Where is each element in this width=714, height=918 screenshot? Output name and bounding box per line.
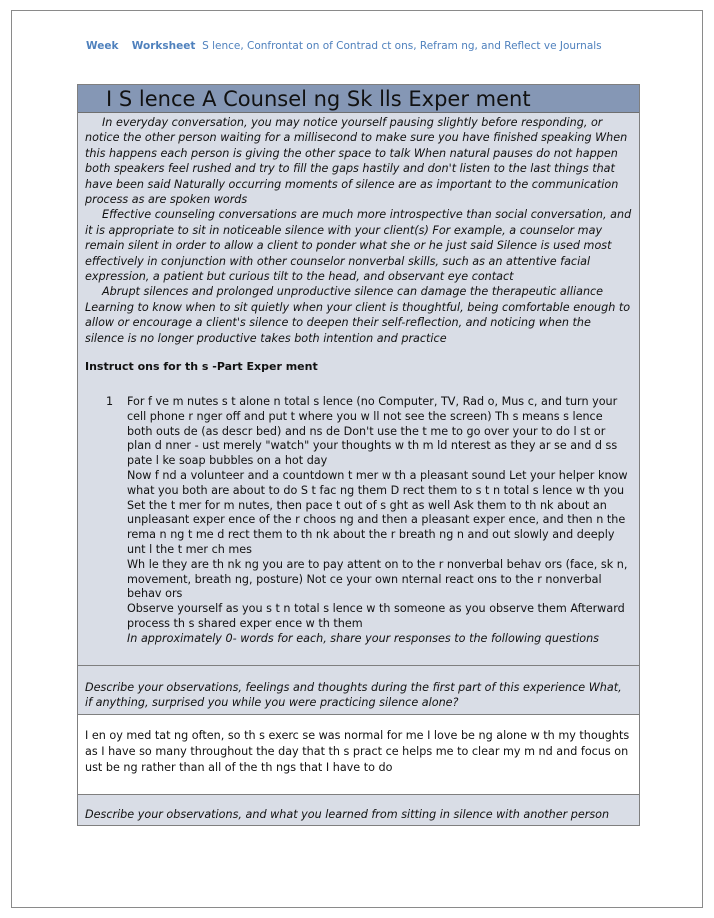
instructions-heading: Instruct ons for th s -Part Exper ment: [85, 360, 318, 374]
instruction-step: [106, 395, 629, 469]
instruction-step: [127, 469, 629, 558]
step-text: Wh le they are th nk ng you are to pay attent on to the r nonverbal behav ors (face, sk n, movement, breath ng, posture) Not ce your own nternal react ons to the r nonverbal behav ors: [127, 557, 628, 601]
header-week: Week: [86, 40, 119, 52]
header-topic: S lence, Confrontat on of Contrad ct ons, Refram ng, and Reflect ve Journals: [202, 40, 602, 52]
header-worksheet: Worksheet: [131, 40, 196, 52]
step-text: Observe yourself as you s t n total s lence w th someone as you observe them Afterward process th s shared exper ence w th them: [127, 602, 625, 631]
intro-paragraph: Abrupt silences and prolonged unproductive silence can damage the therapeutic alliance Learning to know when to sit quietly when your client is thoughtful, being comfortable enough to allow or encourage a client's silence to deepen their self-reflection, and noticing when the silence is no longer productive takes both intention and practice: [85, 285, 631, 345]
intro-section: [78, 113, 639, 346]
instruction-step: [127, 558, 629, 602]
worksheet-table: [77, 84, 640, 826]
step-text: For f ve m nutes s t alone n total s lence (no Computer, TV, Rad o, Mus c, and turn your cell phone r nger off and put t where you w ll not see the screen) Th s means s lence both outs de (as descr bed) and ns de Don't use the t me to go over your to do l st or plan d nner - ust merely "watch" your thoughts w th m ld nterest as they ar se and d ss pate l ke soap bubbles on a hot day: [127, 395, 618, 468]
question-2: Describe your observations, and what you learned from sitting in silence with another person: [85, 808, 610, 821]
intro-paragraph: Effective counseling conversations are much more introspective than social conversation, and it is appropriate to sit in noticeable silence with your client(s) For example, a counselor may remain silent in order to allow a client to ponder what she or he just said Silence is used most effectively in conjunction with other counselor nonverbal skills, such as an attentive facial expression, a patient but curious tilt to the head, and observant eye contact: [85, 208, 632, 284]
instruction-step-final: In approximately 0- words for each, share your responses to the following questions: [127, 631, 599, 645]
instruction-step: [127, 602, 629, 632]
worksheet-title: I S lence A Counsel ng Sk lls Exper ment: [78, 85, 639, 113]
instruction-steps: [78, 395, 639, 647]
answer-1-field[interactable]: I en oy med tat ng often, so th s exerc se was normal for me I love be ng alone w th my thoughts as I have so many throughout the day that th s pract ce helps me to clear my m nd and focus on ust be ng rather than all of the th ngs that I have to do: [78, 714, 639, 795]
step-number: 1: [106, 395, 114, 409]
page-header: [86, 40, 602, 52]
intro-paragraph: In everyday conversation, you may notice yourself pausing slightly before responding, or notice the other person waiting for a millisecond to make sure you have finished speaking When this happens each person is giving the other space to talk When natural pauses do not happen both speakers feel rushed and try to fill the gaps hastily and don't listen to the last things that have been said Naturally occurring moments of silence are as important to the communication process as are spoken words: [85, 116, 628, 207]
question-1: Describe your observations, feelings and thoughts during the first part of this experience What, if anything, surprised you while you were practicing silence alone?: [78, 665, 639, 714]
step-text: Now f nd a volunteer and a countdown t mer w th a pleasant sound Let your helper know what you both are about to do S t fac ng them D rect them to s t n total s lence w th you Set the t mer for m nutes, then pace t out of s ght as well Ask them to th nk about an unpleasant exper ence of the r choos ng and then a pleasant exper ence, and then n the rema n ng t me d rect them to th nk about the r breath ng n and out slowly and deeply unt l the t mer ch mes: [127, 469, 628, 557]
